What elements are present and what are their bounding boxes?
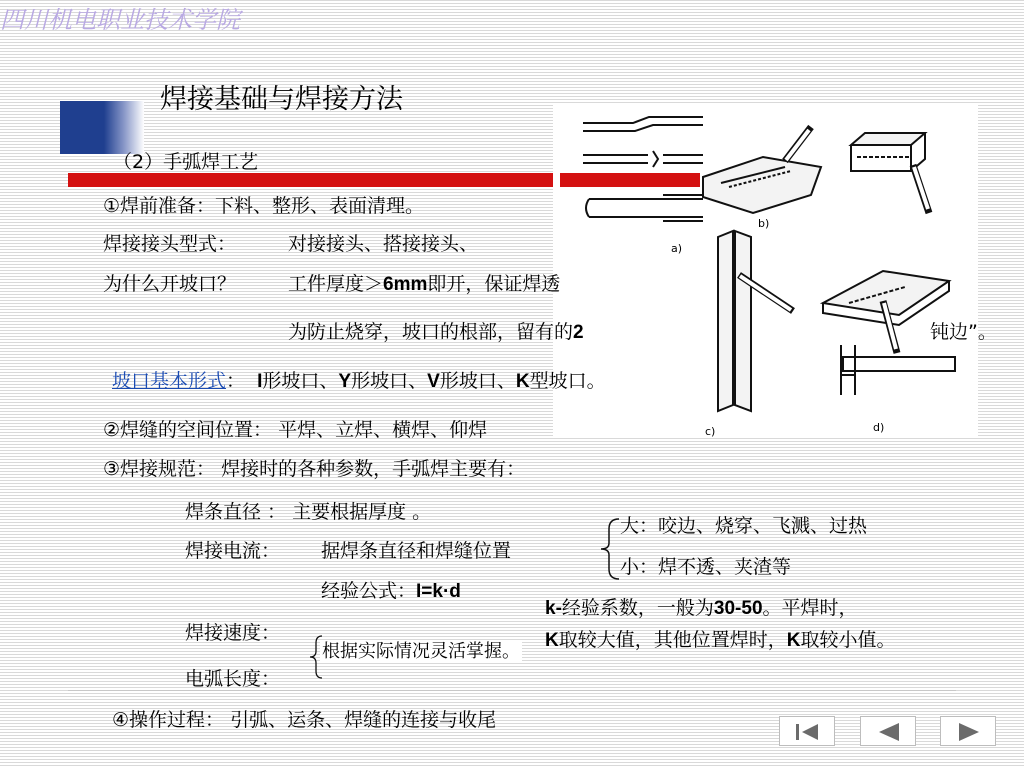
speed-label: 焊接速度： <box>185 622 281 644</box>
logo-block <box>60 101 106 154</box>
joint-type-a-illustration <box>583 117 703 221</box>
section-heading: （2）手弧焊工艺 <box>113 151 259 173</box>
weld-position-line: ②焊缝的空间位置： 平焊、立焊、横焊、仰焊 <box>103 419 488 441</box>
title-underline-bar-extension <box>560 173 700 187</box>
figure-label-b: b) <box>758 217 770 230</box>
prep-line: ①焊前准备：下料、整形、表面清理。 <box>103 195 425 217</box>
arc-length-label: 电弧长度： <box>185 668 281 690</box>
title-underline-bar <box>68 173 588 187</box>
burn-through-note: 为防止烧穿，坡口的根部，留有的2 <box>288 321 584 343</box>
formula-line: 经验公式：I=k·d <box>321 580 461 602</box>
prev-icon <box>861 717 917 747</box>
joint-value: 对接接头、搭接接头、 <box>288 233 479 255</box>
flat-weld-illustration <box>703 127 929 213</box>
k-coefficient-line-2: K取较大值，其他位置焊时，K取较小值。 <box>545 629 896 651</box>
groove-types-line: 坡口基本形式： I形坡口、Y形坡口、V形坡口、K型坡口。 <box>112 370 606 392</box>
weld-spec-line: ③焊接规范： 焊接时的各种参数，手弧焊主要有： <box>103 458 526 480</box>
next-icon <box>941 717 997 747</box>
figure-label-a: a) <box>671 242 683 255</box>
burn-through-tail: 钝边”。 <box>930 321 997 343</box>
slide-title: 焊接基础与焊接方法 <box>160 84 403 115</box>
why-label: 为什么开坡口？ <box>103 273 237 295</box>
current-value: 据焊条直径和焊缝位置 <box>321 540 512 562</box>
current-label: 焊接电流： <box>185 540 281 562</box>
groove-types-link[interactable]: 坡口基本形式 <box>112 370 227 392</box>
logo-gradient <box>104 101 144 154</box>
joint-label: 焊接接头型式： <box>103 233 237 255</box>
first-slide-button[interactable] <box>779 716 835 746</box>
prev-slide-button[interactable] <box>860 716 916 746</box>
bottom-divider <box>68 690 956 691</box>
vertical-weld-illustration <box>718 231 793 411</box>
experience-note: 根据实际情况灵活掌握。 <box>322 641 520 662</box>
current-brace <box>599 517 621 581</box>
next-slide-button[interactable] <box>940 716 996 746</box>
first-icon <box>780 717 836 747</box>
current-too-high: 大：咬边、烧穿、飞溅、过热 <box>620 515 868 537</box>
college-name: 四川机电职业技术学院 <box>0 6 240 34</box>
why-value: 工件厚度＞6mm即开，保证焊透 <box>288 273 561 295</box>
figure-label-c: c) <box>705 425 716 438</box>
operation-line: ④操作过程： 引弧、运条、焊缝的连接与收尾 <box>112 709 497 731</box>
k-coefficient-line-1: k-经验系数，一般为30-50。平焊时， <box>545 597 858 619</box>
joint-diagram <box>553 105 978 438</box>
rod-diameter-line: 焊条直径 ： 主要根据厚度 。 <box>185 501 432 523</box>
figure-label-d: d) <box>873 421 885 434</box>
current-too-low: 小：焊不透、夹渣等 <box>620 556 792 578</box>
